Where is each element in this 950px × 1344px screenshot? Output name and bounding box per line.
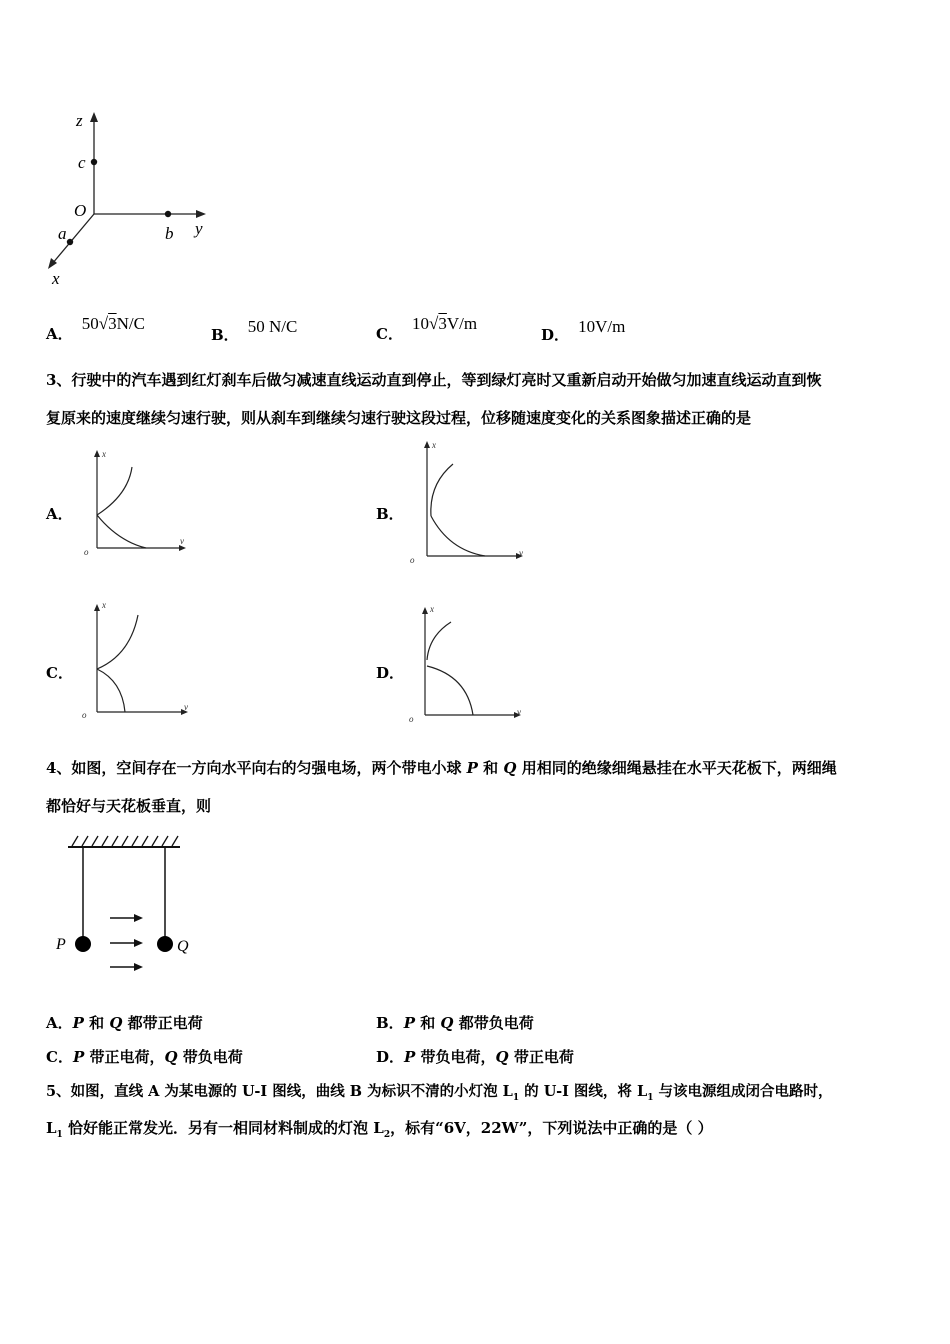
- q5-text-line1: 5、如图，直线 A 为某电源的 U-I 图线，曲线 B 为标识不清的小灯泡 $L_1$ 的 U-I 图线，将 $L_1$ 与该电源组成闭合电路时，: [46, 1083, 833, 1103]
- axis-x-label: x: [430, 604, 434, 614]
- q2-option-d[interactable]: [541, 316, 626, 344]
- q4-figure: [50, 833, 210, 983]
- point-a-label: a: [58, 224, 67, 243]
- axis-origin-label: o: [409, 714, 414, 724]
- q3-option-b-label[interactable]: B．: [376, 505, 404, 523]
- ball-p-label: P: [56, 936, 66, 953]
- axis-v-label: v: [517, 707, 521, 717]
- coordinate-figure: [40, 108, 220, 298]
- axis-origin-label: o: [410, 555, 415, 565]
- axis-v-label: v: [180, 536, 184, 546]
- q3-option-d-label[interactable]: D．: [376, 664, 405, 682]
- q3-graph-b: [405, 436, 535, 566]
- axis-v-label: v: [184, 702, 188, 712]
- option-label: A．: [46, 325, 73, 343]
- origin-label: O: [74, 201, 87, 220]
- option-d-value: 10V/m: [578, 317, 626, 336]
- q3-graph-d: [405, 600, 530, 725]
- q2-option-c[interactable]: [376, 313, 478, 343]
- point-b-label: b: [165, 224, 174, 243]
- axis-origin-label: o: [82, 710, 87, 720]
- q4-option-a[interactable]: A．P 和 Q 都带正电荷: [46, 1014, 203, 1032]
- q2-option-b[interactable]: [211, 316, 298, 344]
- q3-graph-c: [78, 597, 203, 722]
- q4-option-d[interactable]: D．P 带负电荷，Q 带正电荷: [376, 1048, 574, 1066]
- option-c-value: 10√3V/m: [412, 314, 478, 333]
- q4-option-c[interactable]: C．P 带正电荷，Q 带负电荷: [46, 1048, 243, 1066]
- q3-graph-a: [80, 445, 200, 560]
- axis-x-label: x: [102, 449, 106, 459]
- q2-option-a[interactable]: [46, 313, 145, 343]
- q5-text-line2: $L_1$ 恰好能正常发光．另有一相同材料制成的灯泡 $L_2$，标有“6V，22W”，下列说法中正确的是（ ）: [46, 1119, 713, 1140]
- z-axis-label: z: [76, 111, 83, 130]
- q3-option-a-label[interactable]: A．: [46, 505, 73, 523]
- q4-text-line2: 都恰好与天花板垂直，则: [46, 797, 212, 815]
- q4-option-b[interactable]: B．P 和 Q 都带负电荷: [376, 1014, 534, 1032]
- option-a-value: 50√3N/C: [81, 314, 145, 333]
- q3-text-line1: 3、行驶中的汽车遇到红灯刹车后做匀减速直线运动直到停止，等到绿灯亮时又重新启动开始做匀加速直线运动直到恢: [46, 371, 822, 389]
- y-axis-label: y: [195, 219, 203, 238]
- option-label: C．: [376, 325, 403, 343]
- option-b-value: 50 N/C: [247, 317, 298, 336]
- axis-v-label: v: [519, 548, 523, 558]
- axis-x-label: x: [432, 440, 436, 450]
- q4-text-line1: 4、如图，空间存在一方向水平向右的匀强电场，两个带电小球 P 和 Q 用相同的绝缘细绳悬挂在水平天花板下，两细绳: [46, 759, 837, 777]
- axis-origin-label: o: [84, 547, 89, 557]
- option-label: D．: [541, 326, 570, 344]
- x-axis-label: x: [52, 269, 60, 288]
- q3-text-line2: 复原来的速度继续匀速行驶，则从刹车到继续匀速行驶这段过程，位移随速度变化的关系图象描述正确的是: [46, 409, 752, 427]
- point-c-label: c: [78, 153, 86, 172]
- q3-option-c-label[interactable]: C．: [46, 664, 73, 682]
- ball-q-label: Q: [177, 938, 189, 955]
- option-label: B．: [211, 326, 239, 344]
- axis-x-label: x: [102, 600, 106, 610]
